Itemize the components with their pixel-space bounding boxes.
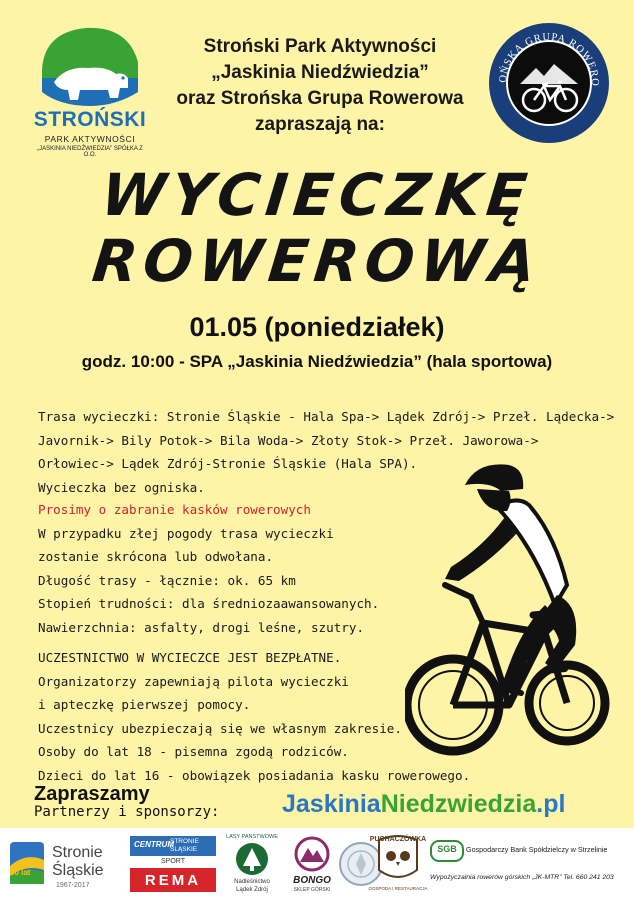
participation-line: Organizatorzy zapewniają pilota wycieczki [38,673,349,689]
cyclist-illustration-icon [405,455,610,770]
title-line-1: WYCIECZKĘ [97,161,536,229]
logo-subtitle: PARK AKTYWNOŚCI [44,134,136,144]
sponsor-puchaczowka [368,830,428,898]
stronie-name-2: Śląskie [52,862,104,879]
helmet-notice: Prosimy o zabranie kasków rowerowych [38,502,311,517]
logo-brand: STROŃSKI [33,108,147,131]
header-line-2: „Jaskinia Niedźwiedzia” [211,62,429,83]
stronie-badge: 50 lat [10,868,31,877]
header-line-3: oraz Strońska Grupa Rowerowa [176,88,464,109]
centrum-city: STRONIE ŚLĄSKIE [170,838,199,853]
mountain-circle-icon [294,836,330,872]
website-part: Niedzwiedzia [380,790,537,818]
event-date: 01.05 (poniedziałek) [189,312,445,342]
rema-label: REMA [144,872,202,889]
website-part: .pl [536,790,566,818]
info-line: zostanie skrócona lub odwołana. [38,549,274,564]
centrum-label: CENTRUM [134,840,174,849]
header [150,34,490,138]
participation-line: i apteczkę pierwszej pomocy. [38,697,251,712]
stronie-name-1: Stronie [52,844,103,861]
stronski-park-logo [30,22,150,158]
sponsor-stronie-slaskie [8,838,118,894]
route-line: Trasa wycieczki: Stronie Śląskie - Hala Spa-> Lądek Zdrój-> Przeł. Lądecka-> [38,409,615,424]
sponsor-lasy-panstwowe [222,834,282,896]
trip-info [38,498,418,639]
puchaczowka-label: PUCHACZÓWKA [369,836,427,843]
info-difficulty: Stopień trudności: dla średniozaawansowanych. [38,596,380,611]
bongo-label: BONGO [293,875,331,886]
stronie-years: 1967-2017 [56,882,90,889]
rema-box [130,868,216,892]
cycling-group-emblem-icon [488,22,610,144]
sponsor-bongo [288,834,336,896]
header-line-4: zapraszają na: [255,114,385,135]
header-line-1: Stroński Park Aktywności [203,36,437,57]
route-line: Javornik-> Bily Potok-> Bila Woda-> Złoty Stok-> Przeł. Jaworowa-> [38,432,539,448]
info-surface: Nawierzchnia: asfalty, drogi leśne, szutry. [38,619,365,635]
website-link[interactable] [282,790,565,819]
event-time-place: godz. 10:00 - SPA „Jaskinia Niedźwiedzia” (hala sportowa) [81,352,553,371]
sponsor-sgb [430,840,630,864]
sgb-badge: SGB [437,844,457,854]
sport-label: SPORT [161,858,185,865]
event-title [20,162,614,294]
participation-line: Uczestnicy ubezpieczają się we własnym zakresie. [38,720,402,736]
route-line: Orłowiec-> Lądek Zdrój-Stronie Śląskie (Hala SPA). [38,456,418,471]
sponsor-centrum-rema [130,836,216,894]
lasy-top: LASY PAŃSTWOWE [226,834,278,840]
stronie-logo-icon [8,840,48,888]
lasy-bottom-1: Nadleśnictwo [234,879,270,885]
sgb-name: Gospodarczy Bank Spółdzielczy w Strzelinie [466,845,608,854]
invite-text: Zapraszamy [34,783,150,805]
logo-company: „JASKINIA NIEDŹWIEDZIA” SPÓŁKA Z O.O. [37,146,143,158]
lasy-bottom-2: Lądek Zdrój [236,887,268,893]
tree-icon [235,842,269,876]
route-note: Wycieczka bez ogniska. [38,479,205,495]
sponsor-bar [0,828,634,900]
participation-line: Dzieci do lat 16 - obowiązek posiadania kasku rowerowego. [38,767,471,783]
participation-line: Osoby do lat 18 - pisemna zgodą rodziców. [38,744,349,759]
info-distance: Długość trasy - łącznie: ok. 65 km [38,572,296,588]
bear-mountain-icon [36,22,144,108]
info-line: W przypadku złej pogody trasa wycieczki [38,525,334,541]
centrum-box [130,836,216,856]
cycling-group-logo [488,22,610,144]
title-line-2: ROWEROWĄ [89,227,545,295]
sgb-badge-box [430,840,464,862]
bike-rental-info: Wypożyczalnia rowerów górskich „JK-MTR” Tel. 660 241 203 [430,874,614,881]
bongo-sub: SKLEP GÓRSKI [293,887,331,893]
website-part: Jaskinia [282,790,381,818]
logo-ring-text: OŃSKA GRUPA ROWERO [497,31,601,87]
partners-label: Partnerzy i sponsorzy: [34,804,220,820]
participation-line: UCZESTNICTWO W WYCIECZCE JEST BEZPŁATNE. [38,650,342,665]
footer-invite [34,783,219,820]
puchaczowka-sub: GOSPODA I RESTAURACJA [368,886,428,891]
